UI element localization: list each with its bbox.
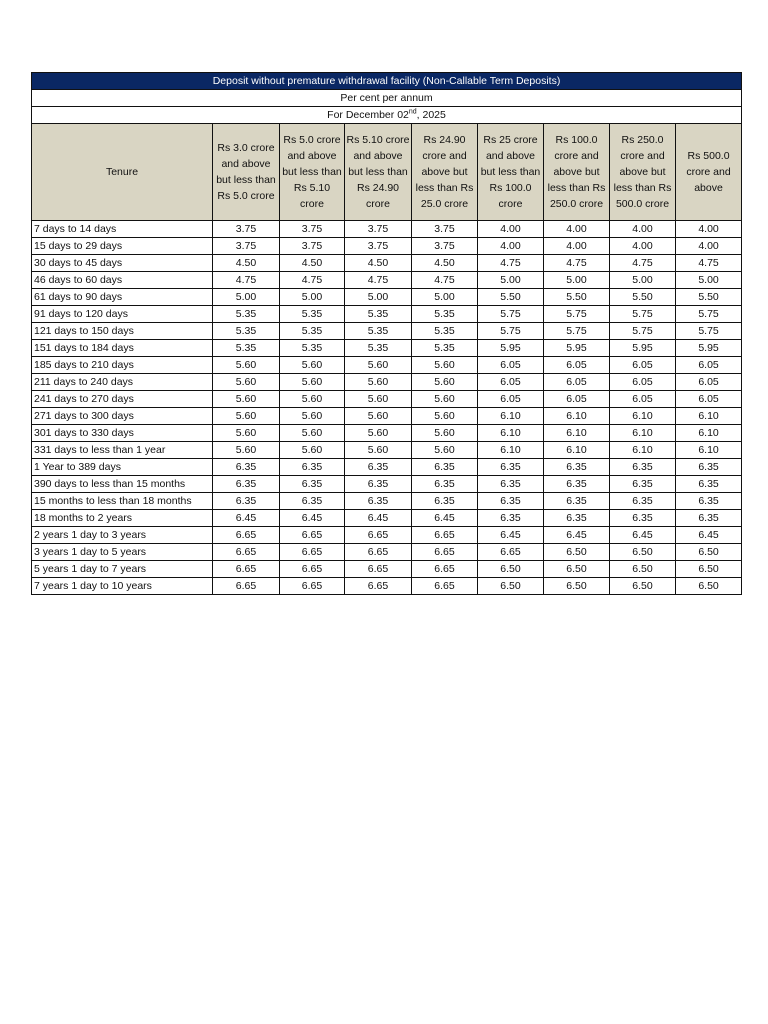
rate-cell: 6.45: [610, 527, 676, 544]
rate-cell: 5.00: [280, 289, 345, 306]
rate-cell: 6.50: [544, 578, 610, 595]
table-row: [32, 340, 742, 357]
rate-cell: 6.65: [412, 544, 478, 561]
rate-cell: 6.65: [280, 561, 345, 578]
rate-cell: 6.35: [412, 459, 478, 476]
table-row: [32, 493, 742, 510]
table-row: [32, 408, 742, 425]
rate-cell: 6.45: [478, 527, 544, 544]
rate-cell: 6.10: [676, 408, 742, 425]
rate-cell: 6.35: [610, 493, 676, 510]
rate-cell: 6.10: [610, 442, 676, 459]
rate-cell: 6.50: [676, 561, 742, 578]
rate-cell: 5.75: [478, 306, 544, 323]
rate-cell: 6.35: [610, 476, 676, 493]
rate-cell: 5.35: [213, 340, 280, 357]
table-row: [32, 544, 742, 561]
tenure-cell: 121 days to 150 days: [32, 323, 213, 340]
tenure-cell: 211 days to 240 days: [32, 374, 213, 391]
rate-cell: 6.35: [676, 476, 742, 493]
table-row: [32, 476, 742, 493]
date-label: [32, 107, 742, 124]
rate-cell: 6.45: [280, 510, 345, 527]
rate-cell: 5.50: [676, 289, 742, 306]
table-row: [32, 272, 742, 289]
rate-cell: 6.65: [412, 578, 478, 595]
rate-cell: 6.65: [213, 578, 280, 595]
rate-cell: 6.35: [676, 459, 742, 476]
rate-cell: 5.60: [345, 391, 412, 408]
rate-cell: 6.65: [412, 527, 478, 544]
rate-cell: 5.60: [213, 374, 280, 391]
rate-cell: 6.45: [544, 527, 610, 544]
rate-cell: 6.05: [676, 357, 742, 374]
tenure-cell: 331 days to less than 1 year: [32, 442, 213, 459]
rate-cell: 5.60: [213, 357, 280, 374]
rate-cell: 4.75: [478, 255, 544, 272]
rate-cell: 6.35: [412, 493, 478, 510]
tenure-cell: 5 years 1 day to 7 years: [32, 561, 213, 578]
tenure-cell: 390 days to less than 15 months: [32, 476, 213, 493]
rate-cell: 4.50: [345, 255, 412, 272]
rate-cell: 6.65: [280, 527, 345, 544]
rate-cell: 6.45: [676, 527, 742, 544]
rate-cell: 4.00: [478, 221, 544, 238]
rate-cell: 6.65: [213, 544, 280, 561]
rate-cell: 5.35: [412, 306, 478, 323]
rate-cell: 6.65: [345, 527, 412, 544]
rate-cell: 6.05: [544, 374, 610, 391]
rate-cell: 5.60: [345, 374, 412, 391]
rate-cell: 6.35: [280, 476, 345, 493]
rate-cell: 4.75: [412, 272, 478, 289]
table-row: [32, 221, 742, 238]
table-row: [32, 357, 742, 374]
tenure-cell: 15 days to 29 days: [32, 238, 213, 255]
rate-cell: 4.75: [280, 272, 345, 289]
column-header-slab-3: Rs 5.10 crore and above but less than Rs 24.90 crore: [345, 124, 412, 221]
rate-cell: 4.50: [280, 255, 345, 272]
rate-cell: 3.75: [213, 238, 280, 255]
rate-cell: 5.60: [280, 442, 345, 459]
rate-cell: 5.00: [676, 272, 742, 289]
rate-cell: 6.50: [544, 544, 610, 561]
table-row: [32, 255, 742, 272]
rate-cell: 5.75: [610, 306, 676, 323]
rate-cell: 5.60: [280, 357, 345, 374]
rate-cell: 4.75: [544, 255, 610, 272]
rate-cell: 5.60: [412, 374, 478, 391]
tenure-cell: 91 days to 120 days: [32, 306, 213, 323]
table-row: [32, 425, 742, 442]
tenure-cell: 3 years 1 day to 5 years: [32, 544, 213, 561]
rate-cell: 5.95: [676, 340, 742, 357]
column-header-slab-1: Rs 3.0 crore and above but less than Rs 5.0 crore: [213, 124, 280, 221]
rate-cell: 5.35: [345, 306, 412, 323]
column-header-slab-6: Rs 100.0 crore and above but less than Rs 250.0 crore: [544, 124, 610, 221]
tenure-cell: 185 days to 210 days: [32, 357, 213, 374]
rate-cell: 6.50: [676, 544, 742, 561]
rate-cell: 6.45: [213, 510, 280, 527]
rate-cell: 6.35: [478, 459, 544, 476]
rate-cell: 5.60: [280, 391, 345, 408]
rate-cell: 6.10: [478, 442, 544, 459]
column-header-slab-8: Rs 500.0 crore and above: [676, 124, 742, 221]
tenure-cell: 7 days to 14 days: [32, 221, 213, 238]
rate-cell: 6.35: [345, 493, 412, 510]
unit-label: Per cent per annum: [32, 90, 742, 107]
date-row: [32, 107, 742, 124]
column-header-slab-4: Rs 24.90 crore and above but less than Rs 25.0 crore: [412, 124, 478, 221]
rate-cell: 6.05: [676, 374, 742, 391]
rate-cell: 5.60: [280, 374, 345, 391]
rate-cell: 6.05: [544, 391, 610, 408]
rate-cell: 6.10: [544, 408, 610, 425]
rate-cell: 6.35: [213, 476, 280, 493]
rate-cell: 4.75: [345, 272, 412, 289]
rate-cell: 5.60: [280, 408, 345, 425]
rate-cell: 6.35: [345, 476, 412, 493]
rate-cell: 3.75: [345, 221, 412, 238]
table-row: [32, 391, 742, 408]
column-header-slab-7: Rs 250.0 crore and above but less than Rs 500.0 crore: [610, 124, 676, 221]
table-row: [32, 374, 742, 391]
rate-cell: 5.35: [412, 340, 478, 357]
rate-cell: 6.35: [345, 459, 412, 476]
table-row: [32, 323, 742, 340]
rate-cell: 6.35: [676, 493, 742, 510]
rate-cell: 4.50: [412, 255, 478, 272]
table-title: Deposit without premature withdrawal facility (Non-Callable Term Deposits): [32, 73, 742, 90]
rate-cell: 6.65: [478, 544, 544, 561]
rate-cell: 6.65: [213, 527, 280, 544]
rate-cell: 4.50: [213, 255, 280, 272]
rate-cell: 5.60: [213, 425, 280, 442]
rate-cell: 6.05: [478, 357, 544, 374]
rate-cell: 5.35: [280, 306, 345, 323]
table-row: [32, 561, 742, 578]
date-suffix-sup: nd: [408, 108, 417, 116]
unit-row: [32, 90, 742, 107]
rate-cell: 6.35: [280, 459, 345, 476]
rate-cell: 6.45: [412, 510, 478, 527]
rate-cell: 6.35: [478, 476, 544, 493]
rate-cell: 5.00: [610, 272, 676, 289]
rate-cell: 5.60: [412, 425, 478, 442]
rate-cell: 5.50: [610, 289, 676, 306]
rate-cell: 6.10: [610, 408, 676, 425]
tenure-cell: 151 days to 184 days: [32, 340, 213, 357]
date-prefix: For December 02: [327, 109, 409, 121]
rate-cell: 5.75: [544, 306, 610, 323]
rate-cell: 6.05: [478, 391, 544, 408]
tenure-cell: 2 years 1 day to 3 years: [32, 527, 213, 544]
rate-cell: 6.35: [280, 493, 345, 510]
rate-cell: 6.05: [610, 391, 676, 408]
rate-cell: 6.50: [478, 561, 544, 578]
column-header-slab-2: Rs 5.0 crore and above but less than Rs 5.10 crore: [280, 124, 345, 221]
tenure-cell: 241 days to 270 days: [32, 391, 213, 408]
rate-cell: 3.75: [412, 238, 478, 255]
rate-cell: 6.50: [478, 578, 544, 595]
rate-cell: 5.50: [544, 289, 610, 306]
rate-cell: 5.00: [544, 272, 610, 289]
rate-cell: 6.65: [345, 578, 412, 595]
rate-cell: 6.05: [610, 374, 676, 391]
rate-cell: 3.75: [280, 238, 345, 255]
tenure-cell: 1 Year to 389 days: [32, 459, 213, 476]
rate-cell: 6.65: [345, 544, 412, 561]
rate-cell: 5.60: [280, 425, 345, 442]
rate-cell: 5.75: [478, 323, 544, 340]
rate-cell: 6.10: [544, 425, 610, 442]
rate-cell: 4.75: [610, 255, 676, 272]
rate-cell: 4.00: [610, 238, 676, 255]
date-year: , 2025: [416, 109, 446, 121]
rate-cell: 6.65: [345, 561, 412, 578]
rate-cell: 5.35: [345, 340, 412, 357]
rate-cell: 6.35: [544, 510, 610, 527]
rate-cell: 5.95: [610, 340, 676, 357]
rate-cell: 5.60: [345, 425, 412, 442]
rate-cell: 6.10: [676, 442, 742, 459]
rate-cell: 4.00: [544, 221, 610, 238]
rate-cell: 6.65: [213, 561, 280, 578]
rate-cell: 6.45: [345, 510, 412, 527]
table-row: [32, 289, 742, 306]
rate-cell: 5.60: [412, 391, 478, 408]
table-row: [32, 306, 742, 323]
rate-cell: 5.75: [610, 323, 676, 340]
rate-cell: 5.00: [478, 272, 544, 289]
tenure-cell: 30 days to 45 days: [32, 255, 213, 272]
rate-cell: 6.10: [544, 442, 610, 459]
rate-cell: 6.50: [676, 578, 742, 595]
rate-cell: 3.75: [345, 238, 412, 255]
rate-cell: 5.60: [412, 442, 478, 459]
rate-cell: 6.05: [544, 357, 610, 374]
table-row: [32, 578, 742, 595]
rate-cell: 6.10: [610, 425, 676, 442]
tenure-cell: 15 months to less than 18 months: [32, 493, 213, 510]
rate-cell: 5.60: [412, 408, 478, 425]
column-header-tenure: Tenure: [32, 124, 213, 221]
rate-cell: 5.00: [213, 289, 280, 306]
rate-cell: 5.95: [478, 340, 544, 357]
rate-cell: 4.75: [213, 272, 280, 289]
table-row: [32, 459, 742, 476]
rate-cell: 5.00: [412, 289, 478, 306]
tenure-cell: 18 months to 2 years: [32, 510, 213, 527]
rate-cell: 4.75: [676, 255, 742, 272]
tenure-cell: 46 days to 60 days: [32, 272, 213, 289]
tenure-cell: 301 days to 330 days: [32, 425, 213, 442]
rate-cell: 5.35: [412, 323, 478, 340]
rate-cell: 6.35: [610, 510, 676, 527]
rate-cell: 4.00: [478, 238, 544, 255]
rate-cell: 5.60: [213, 408, 280, 425]
rate-cell: 5.60: [412, 357, 478, 374]
rate-cell: 5.60: [213, 442, 280, 459]
column-header-slab-5: Rs 25 crore and above but less than Rs 100.0 crore: [478, 124, 544, 221]
rate-cell: 4.00: [676, 238, 742, 255]
table-row: [32, 442, 742, 459]
rate-cell: 5.00: [345, 289, 412, 306]
rate-cell: 3.75: [412, 221, 478, 238]
table-row: [32, 510, 742, 527]
rate-cell: 6.35: [610, 459, 676, 476]
rate-cell: 6.35: [412, 476, 478, 493]
tenure-cell: 271 days to 300 days: [32, 408, 213, 425]
rates-table: [31, 72, 742, 595]
table-row: [32, 238, 742, 255]
rate-cell: 5.60: [345, 442, 412, 459]
rate-cell: 6.10: [676, 425, 742, 442]
rate-cell: 5.75: [544, 323, 610, 340]
rate-cell: 4.00: [610, 221, 676, 238]
title-row: [32, 73, 742, 90]
rate-cell: 6.35: [478, 510, 544, 527]
rate-cell: 4.00: [676, 221, 742, 238]
rate-cell: 5.35: [280, 323, 345, 340]
rate-cell: 4.00: [544, 238, 610, 255]
rate-cell: 5.60: [213, 391, 280, 408]
rate-cell: 5.35: [213, 323, 280, 340]
header-row: [32, 124, 742, 221]
rate-cell: 3.75: [280, 221, 345, 238]
rate-cell: 5.60: [345, 357, 412, 374]
rate-cell: 5.50: [478, 289, 544, 306]
rate-cell: 5.35: [213, 306, 280, 323]
tenure-cell: 61 days to 90 days: [32, 289, 213, 306]
rate-cell: 6.35: [213, 459, 280, 476]
rate-cell: 6.50: [610, 561, 676, 578]
tenure-cell: 7 years 1 day to 10 years: [32, 578, 213, 595]
rate-cell: 5.75: [676, 323, 742, 340]
rate-cell: 6.35: [478, 493, 544, 510]
rate-cell: 6.05: [478, 374, 544, 391]
rate-cell: 6.35: [676, 510, 742, 527]
rate-cell: 6.10: [478, 425, 544, 442]
rate-cell: 6.35: [544, 476, 610, 493]
rate-cell: 5.35: [280, 340, 345, 357]
rate-cell: 6.65: [412, 561, 478, 578]
rate-cell: 5.75: [676, 306, 742, 323]
rate-cell: 6.65: [280, 578, 345, 595]
rate-cell: 6.05: [610, 357, 676, 374]
rate-cell: 6.50: [610, 544, 676, 561]
table-row: [32, 527, 742, 544]
rate-cell: 6.50: [544, 561, 610, 578]
rate-cell: 6.10: [478, 408, 544, 425]
rate-cell: 6.35: [544, 459, 610, 476]
rate-cell: 5.35: [345, 323, 412, 340]
rate-cell: 6.05: [676, 391, 742, 408]
rates-table-body: [32, 73, 742, 595]
rate-cell: 5.95: [544, 340, 610, 357]
rate-cell: 6.65: [280, 544, 345, 561]
rate-cell: 5.60: [345, 408, 412, 425]
rate-cell: 6.35: [213, 493, 280, 510]
rate-cell: 6.35: [544, 493, 610, 510]
rate-cell: 3.75: [213, 221, 280, 238]
rate-cell: 6.50: [610, 578, 676, 595]
